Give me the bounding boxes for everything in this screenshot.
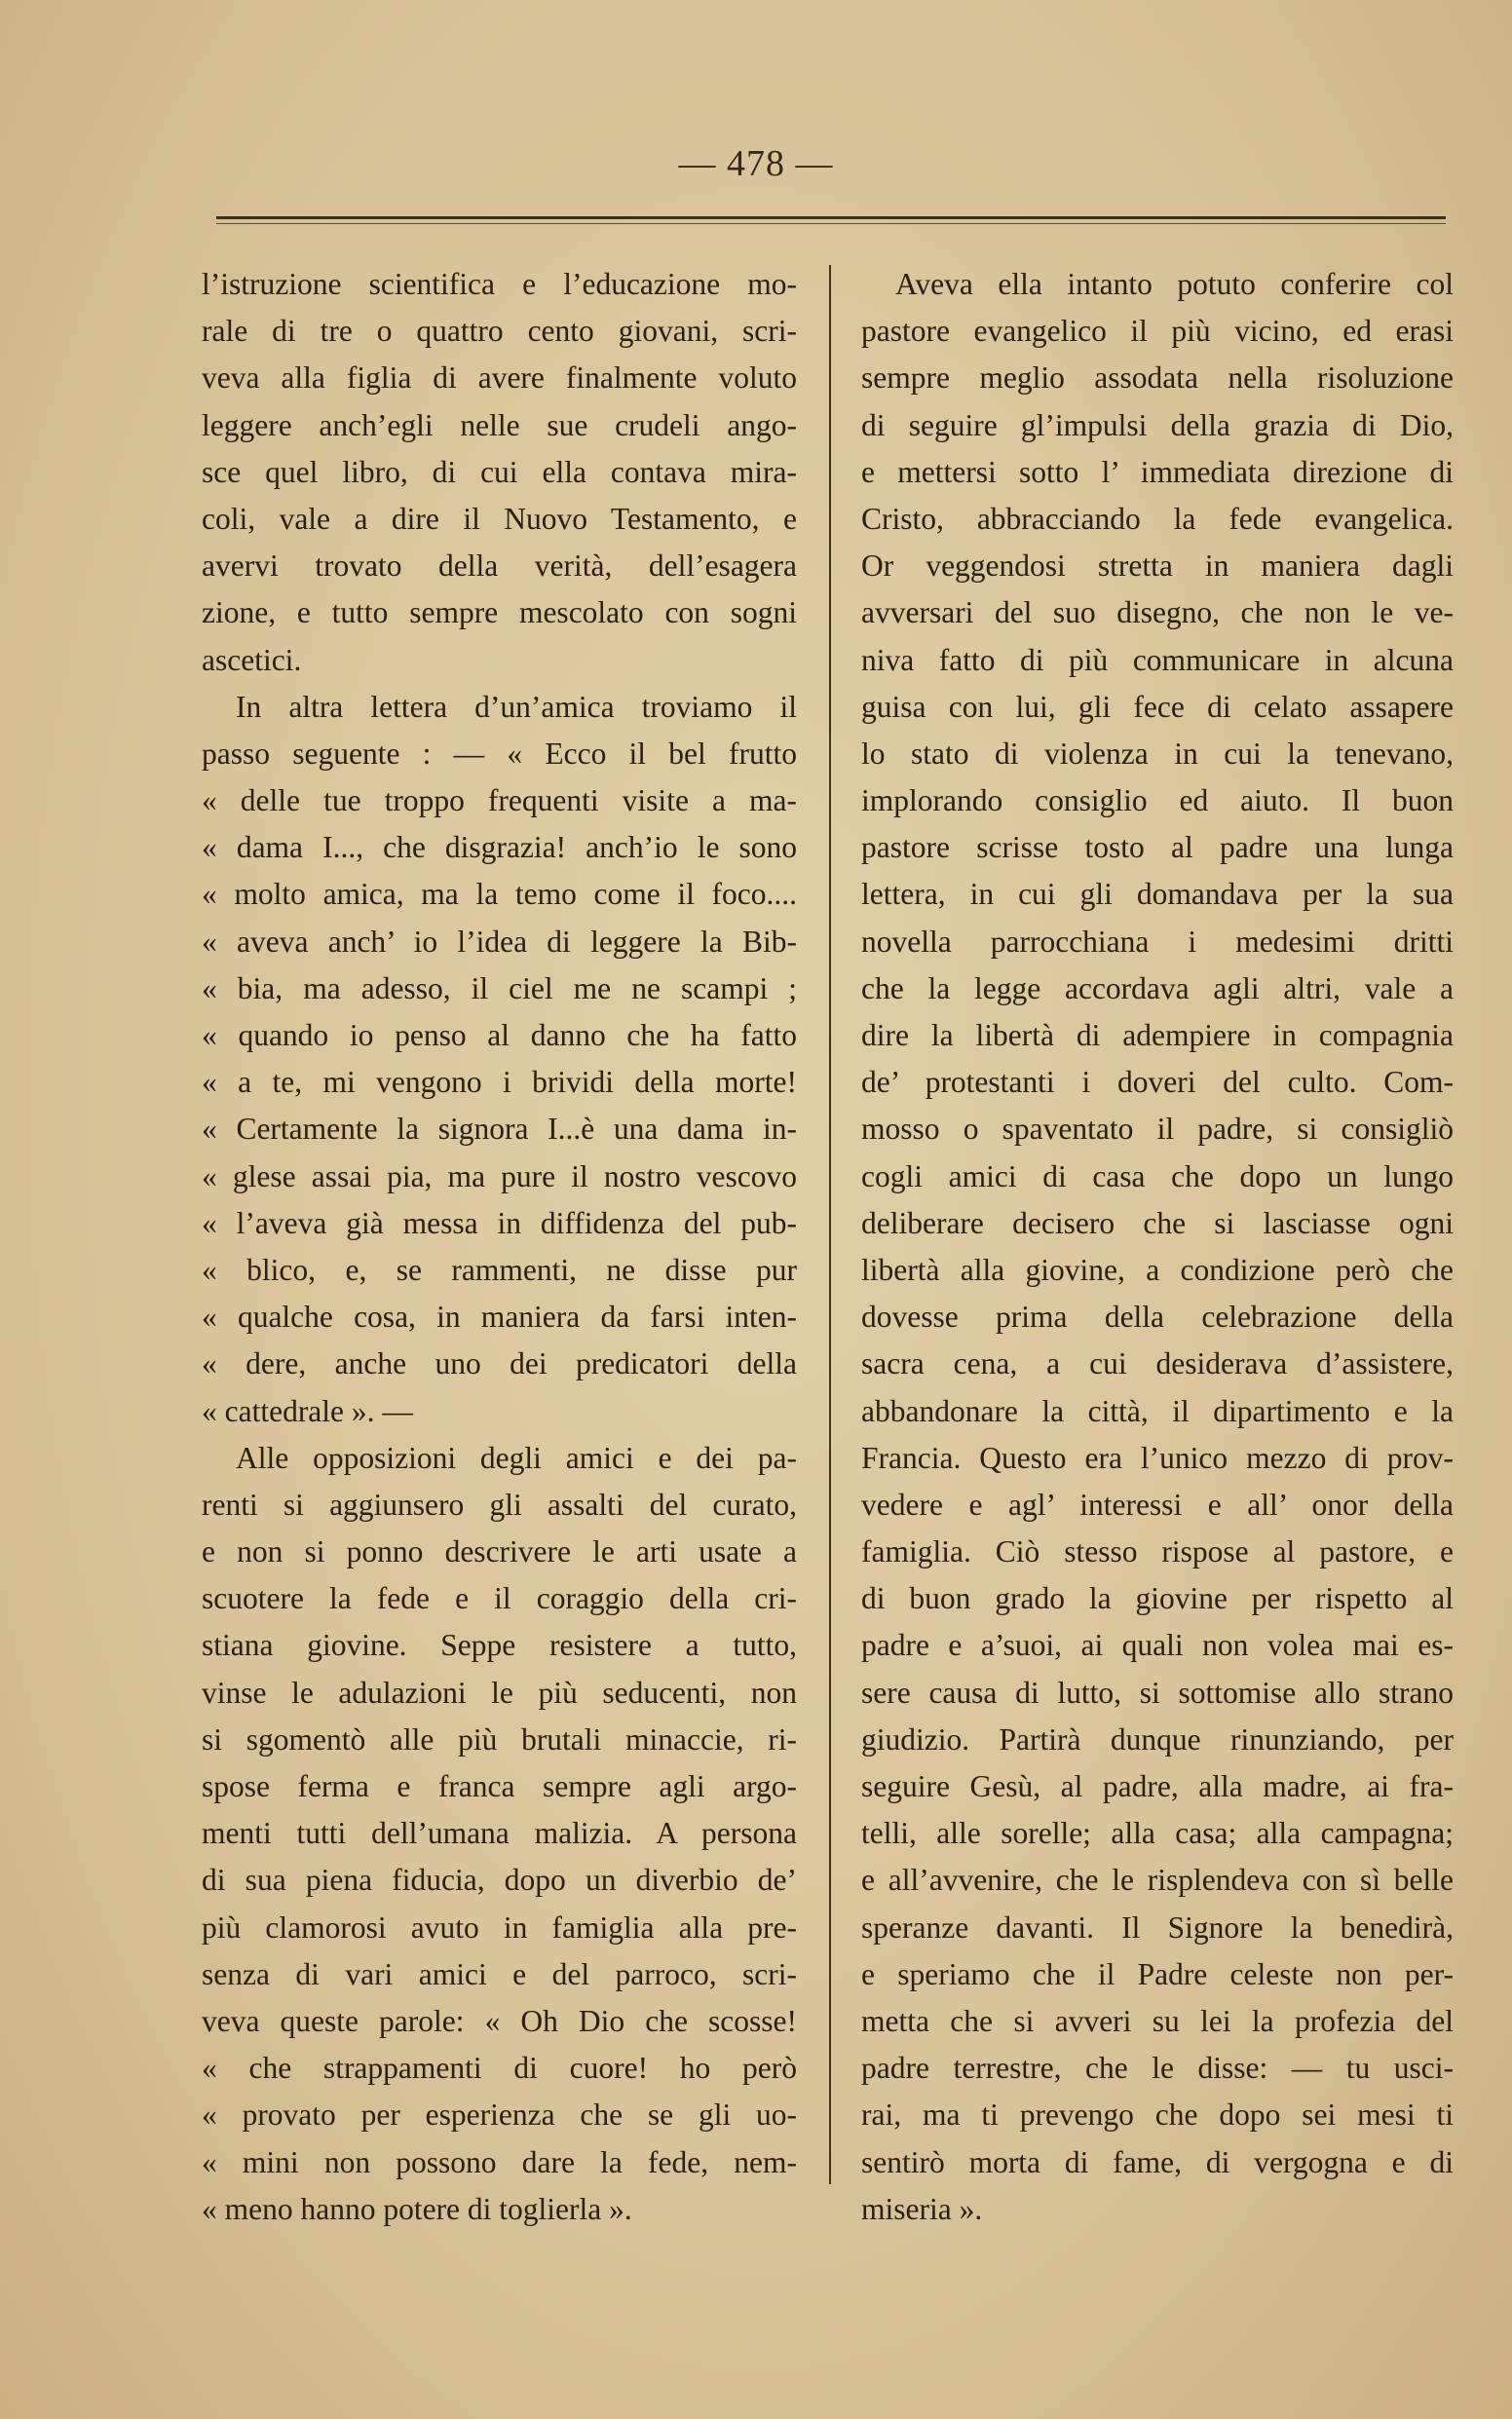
text-line: Francia. Questo era l’unico mezzo di prov- — [861, 1440, 1454, 1475]
text-line: avervi trovato della verità, dell’esagera — [202, 548, 797, 584]
text-line: « glese assai pia, ma pure il nostro vescovo — [202, 1158, 797, 1193]
text-line: l’istruzione scientifica e l’educazione mo- — [202, 267, 797, 301]
text-line: « Certamente la signora I...è una dama in- — [202, 1112, 797, 1147]
text-line: leggere anch’egli nelle sue crudeli ango- — [202, 407, 797, 442]
text-line: zione, e tutto sempre mescolato con sogni — [202, 595, 797, 630]
text-line: renti si aggiunsero gli assalti del curato, — [202, 1487, 797, 1522]
text-line: mosso o spaventato il padre, si consigliò — [861, 1112, 1454, 1147]
text-line: novella parrocchiana i medesimi dritti — [861, 924, 1454, 959]
text-line: padre e a’suoi, ai quali non volea mai es- — [861, 1628, 1454, 1663]
text-line: de’ protestanti i doveri del culto. Com- — [861, 1065, 1454, 1100]
text-line: « quando io penso al danno che ha fatto — [202, 1018, 797, 1052]
text-line: miseria ». — [861, 2191, 983, 2226]
text-line: e all’avvenire, che le risplendeva con sì belle — [861, 1863, 1454, 1898]
text-line: « blico, e, se rammenti, ne disse pur — [202, 1252, 797, 1287]
text-line: sere causa di lutto, si sottomise allo strano — [861, 1675, 1454, 1710]
left-column — [202, 261, 797, 2233]
text-line: « l’aveva già messa in diffidenza del pub- — [202, 1205, 797, 1240]
text-line: sacra cena, a cui desiderava d’assistere, — [861, 1346, 1454, 1381]
text-line: stiana giovine. Seppe resistere a tutto, — [202, 1628, 797, 1663]
text-line: pastore evangelico il più vicino, ed erasi — [861, 314, 1454, 349]
text-line: seguire Gesù, al padre, alla madre, ai fra- — [861, 1769, 1454, 1803]
text-line: più clamorosi avuto in famiglia alla pre- — [202, 1909, 797, 1945]
text-line: Aveva ella intanto potuto conferire col — [895, 267, 1454, 301]
text-line: spose ferma e franca sempre agli argo- — [202, 1769, 797, 1803]
text-line: vinse le adulazioni le più seducenti, non — [202, 1675, 797, 1710]
text-line: cogli amici di casa che dopo un lungo — [861, 1158, 1454, 1193]
text-line: metta che si avveri su lei la profezia del — [861, 2003, 1454, 2038]
text-line: pastore scrisse tosto al padre una lunga — [861, 830, 1454, 865]
text-line: coli, vale a dire il Nuovo Testamento, e — [202, 501, 797, 536]
text-line: « mini non possono dare la fede, nem- — [202, 2144, 797, 2179]
text-line: veva alla figlia di avere finalmente voluto — [202, 360, 797, 396]
text-line: Cristo, abbracciando la fede evangelica. — [861, 501, 1454, 536]
text-line: libertà alla giovine, a condizione però che — [861, 1252, 1454, 1287]
text-line: famiglia. Ciò stesso rispose al pastore, e — [861, 1534, 1454, 1569]
text-line: padre terrestre, che le disse: — tu usci- — [861, 2051, 1454, 2086]
text-line: rale di tre o quattro cento giovani, scri- — [202, 314, 797, 349]
column-separator — [829, 265, 831, 2184]
text-line: Or veggendosi stretta in maniera dagli — [861, 548, 1454, 584]
text-line: « bia, ma adesso, il ciel me ne scampi ; — [202, 970, 797, 1005]
text-line: « meno hanno potere di toglierla ». — [202, 2191, 632, 2226]
text-line: passo seguente : — « Ecco il bel frutto — [202, 736, 797, 771]
text-line: lo stato di violenza in cui la tenevano, — [861, 736, 1454, 771]
text-line: di seguire gl’impulsi della grazia di Dio, — [861, 407, 1454, 442]
text-line: si sgomentò alle più brutali minaccie, ri- — [202, 1721, 797, 1757]
text-line: telli, alle sorelle; alla casa; alla campagna; — [861, 1816, 1454, 1851]
text-line: niva fatto di più communicare in alcuna — [861, 642, 1454, 677]
text-line: avversari del suo disegno, che non le ve- — [861, 595, 1454, 630]
text-line: giudizio. Partirà dunque rinunziando, per — [861, 1721, 1454, 1757]
text-line: « qualche cosa, in maniera da farsi inten- — [202, 1300, 797, 1335]
text-line: lettera, in cui gli domandava per la sua — [861, 877, 1454, 912]
text-line: speranze davanti. Il Signore la benedirà, — [861, 1909, 1454, 1945]
text-line: e non si ponno descrivere le arti usate a — [202, 1534, 797, 1569]
text-line: sce quel libro, di cui ella contava mira- — [202, 454, 797, 489]
text-line: abbandonare la città, il dipartimento e la — [861, 1393, 1454, 1428]
text-line: implorando consiglio ed aiuto. Il buon — [861, 783, 1454, 818]
text-line: sempre meglio assodata nella risoluzione — [861, 360, 1454, 396]
text-line: dire la libertà di adempiere in compagnia — [861, 1018, 1454, 1052]
text-line: Alle opposizioni degli amici e dei pa- — [236, 1440, 797, 1475]
text-line: scuotere la fede e il coraggio della cri- — [202, 1581, 797, 1616]
text-line: « che strappamenti di cuore! ho però — [202, 2051, 797, 2086]
page-number: — 478 — — [678, 143, 834, 184]
text-line: « a te, mi vengono i brividi della morte! — [202, 1065, 797, 1100]
text-line: di buon grado la giovine per rispetto al — [861, 1581, 1454, 1616]
text-line: In altra lettera d’un’amica troviamo il — [236, 689, 797, 724]
text-line: sentirò morta di fame, di vergogna e di — [861, 2144, 1454, 2179]
text-line: veva queste parole: « Oh Dio che scosse! — [202, 2003, 797, 2038]
text-line: « dere, anche uno dei predicatori della — [202, 1346, 797, 1381]
text-line: dovesse prima della celebrazione della — [861, 1300, 1454, 1335]
text-line: guisa con lui, gli fece di celato assapere — [861, 689, 1454, 724]
text-line: « cattedrale ». — — [202, 1393, 413, 1428]
text-line: che la legge accordava agli altri, vale a — [861, 970, 1454, 1005]
text-line: e speriamo che il Padre celeste non per- — [861, 1956, 1454, 1991]
text-line: vedere e agl’ interessi e all’ onor della — [861, 1487, 1454, 1522]
text-line: menti tutti dell’umana malizia. A persona — [202, 1816, 797, 1851]
text-line: senza di vari amici e del parroco, scri- — [202, 1956, 797, 1991]
text-line: e mettersi sotto l’ immediata direzione di — [861, 454, 1454, 489]
text-line: di sua piena fiducia, dopo un diverbio de’ — [202, 1863, 797, 1898]
text-line: « aveva anch’ io l’idea di leggere la Bib- — [202, 924, 797, 959]
text-line: « delle tue troppo frequenti visite a ma- — [202, 783, 797, 818]
right-column — [861, 261, 1454, 2233]
text-line: rai, ma ti prevengo che dopo sei mesi ti — [861, 2098, 1454, 2133]
text-line: « dama I..., che disgrazia! anch’io le sono — [202, 830, 797, 865]
text-line: ascetici. — [202, 642, 302, 677]
text-line: deliberare decisero che si lasciasse ogni — [861, 1205, 1454, 1240]
text-line: « provato per esperienza che se gli uo- — [202, 2098, 797, 2133]
text-line: « molto amica, ma la temo come il foco.... — [202, 877, 797, 912]
header-rule-thin — [216, 223, 1446, 224]
header-rule — [216, 216, 1446, 219]
